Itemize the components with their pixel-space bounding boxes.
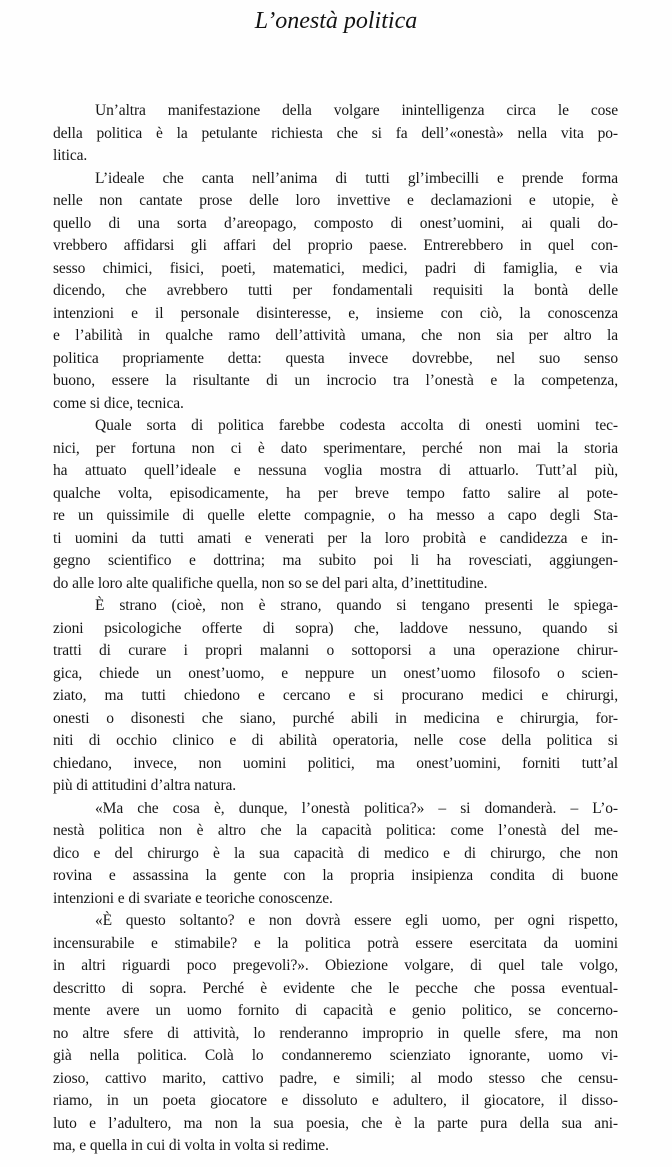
text-line: chiedano, invece, non uomini politici, ma onest’uomini, forniti tutt’al xyxy=(53,754,618,772)
text-line: onesti o disonesti che siano, purché abili in medicina e chirurgia, for- xyxy=(53,709,618,727)
text-line: riamo, in un poeta giocatore e dissoluto e adultero, il giocatore, il disso- xyxy=(53,1092,618,1109)
text-line: ziato, ma tutti chiedono e cercano e si procurano medici e chirurgi, xyxy=(53,687,618,704)
text-line: come si dice, tecnica. xyxy=(53,394,184,412)
text-line: incensurabile e stimabile? e la politica potrà essere esercitata da uomini xyxy=(53,934,618,952)
text-line: Quale sorta di politica farebbe codesta accolta di onesti uomini tec- xyxy=(95,417,618,434)
text-line: più di attitudini d’altra natura. xyxy=(53,777,237,794)
text-line: do alle loro alte qualifiche quella, non so se del pari alta, d’inettitudine. xyxy=(53,574,488,592)
text-line: gica, chiede un onest’uomo, e neppure un onest’uomo filosofo o scien- xyxy=(53,664,618,682)
text-line: sesso chimici, fisici, poeti, matematici, medici, padri di famiglia, e via xyxy=(53,259,618,277)
text-line: intenzioni e di svariate e teoriche conoscenze. xyxy=(53,889,333,907)
text-line: gegno scientifico e dottrina; ma subito poi li ha rovesciati, aggiungen- xyxy=(53,552,618,569)
text-line: già nella politica. Colà lo condanneremo scienziato ignorante, uomo vi- xyxy=(53,1047,618,1064)
text-line: ti uomini da tutti amati e venerati per la loro probità e candidezza e in- xyxy=(53,529,618,547)
text-line: nelle non cantate prose delle loro invettive e declamazioni e utopie, è xyxy=(53,192,618,209)
text-line: litica. xyxy=(53,147,88,164)
paragraph xyxy=(53,798,618,911)
text-line: ma, e quella in cui di volta in volta si redime. xyxy=(53,1137,329,1154)
paragraph xyxy=(53,415,618,595)
text-line: «Ma che cosa è, dunque, l’onestà politica?» – si domanderà. – L’o- xyxy=(95,799,618,817)
text-line: descritto di sopra. Perché è evidente che le pecche che possa eventual- xyxy=(53,979,618,997)
page-title: L’onestà politica xyxy=(254,8,418,34)
text-line: dico e del chirurgo è la sua capacità di medico e di chirurgo, che non xyxy=(53,844,618,862)
paragraph xyxy=(53,910,618,1158)
text-line: politica propriamente detta: questa invece dovrebbe, nel suo senso xyxy=(53,349,618,367)
text-line: nestà politica non è altro che la capacità politica: come l’onestà del me- xyxy=(53,822,618,839)
text-line: zioni psicologiche offerte di sopra) che, laddove nessuno, quando si xyxy=(53,619,618,637)
text-line: luto e l’adultero, ma non la sua poesia, che è la parte pura della sua ani- xyxy=(53,1114,618,1132)
text-line: in altri riguardi poco pregevoli?». Obiezione volgare, di quel tale volgo, xyxy=(53,957,618,974)
paragraph xyxy=(53,100,618,168)
text-line: della politica è la petulante richiesta che si fa dell’«onestà» nella vita po- xyxy=(53,124,618,142)
paragraph xyxy=(53,595,618,798)
paragraph xyxy=(53,168,618,416)
text-line: L’ideale che canta nell’anima di tutti gl’imbecilli e prende forma xyxy=(95,169,618,187)
text-line: no altre sfere di attività, lo renderanno improprio in quelle sfere, ma non xyxy=(53,1024,618,1042)
text-line: È strano (cioè, non è strano, quando si tengano presenti le spiega- xyxy=(95,597,618,614)
text-line: dicendo, che avrebbero tutti per fondamentali requisiti la bontà delle xyxy=(53,282,618,299)
text-line: buono, essere la risultante di un incrocio tra l’onestà e la competenza, xyxy=(53,372,618,389)
text-body xyxy=(53,100,618,1158)
text-line: niti di occhio clinico e di abilità operatoria, nelle cose della politica si xyxy=(53,732,618,749)
text-line: quello di una sorta d’areopago, composto di onest’uomini, ai quali do- xyxy=(53,214,618,232)
text-line: rovina e assassina la gente con la propria insipienza condita di buone xyxy=(53,867,618,884)
text-line: Un’altra manifestazione della volgare inintelligenza circa le cose xyxy=(95,102,618,119)
text-line: re un quissimile di quelle elette compagnie, o ha messo a capo degli Sta- xyxy=(53,507,618,524)
text-line: tratti di curare i propri malanni o sottoporsi a una operazione chirur- xyxy=(53,642,618,659)
text-line: mente avere un uomo fornito di capacità e genio politico, se concerno- xyxy=(53,1002,618,1019)
text-line: qualche volta, episodicamente, ha per breve tempo fatto salire al pote- xyxy=(53,484,618,502)
text-line: e l’abilità in qualche ramo dell’attività umana, che non sia per altro la xyxy=(53,327,618,344)
text-line: «È questo soltanto? e non dovrà essere egli uomo, per ogni rispetto, xyxy=(95,912,618,929)
text-line: zioso, cattivo marito, cattivo padre, e simili; al modo stesso che censu- xyxy=(53,1069,618,1087)
text-line: ha attuato quell’ideale e nessuna voglia mostra di attuarlo. Tutt’al più, xyxy=(53,462,618,479)
text-line: nici, per fortuna non ci è dato sperimentare, perché non mai la storia xyxy=(53,439,618,457)
text-line: vrebbero affidarsi gli affari del proprio paese. Entrerebbero in quel con- xyxy=(53,237,618,254)
text-line: intenzioni e il personale disinteresse, e, insieme con ciò, la conoscenza xyxy=(53,304,618,322)
